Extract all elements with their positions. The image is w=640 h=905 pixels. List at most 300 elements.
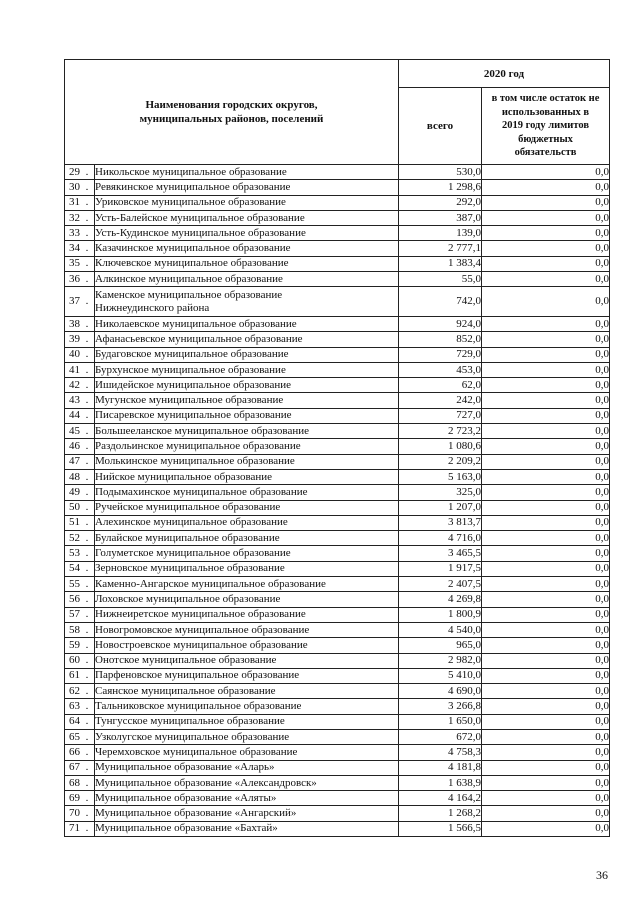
row-remainder: 0,0 [482, 485, 610, 500]
row-name [95, 454, 399, 469]
row-remainder: 0,0 [482, 729, 610, 744]
row-remainder: 0,0 [482, 469, 610, 484]
row-name-line: Каменно-Ангарское муниципальное образование [95, 577, 326, 590]
table-row [65, 699, 610, 714]
row-number: 33 . [65, 226, 95, 241]
row-number-value: 58 [69, 623, 80, 636]
row-total: 325,0 [399, 485, 482, 500]
row-total: 4 690,0 [399, 684, 482, 699]
row-number: 34 . [65, 241, 95, 256]
row-number: 31 . [65, 195, 95, 210]
row-remainder: 0,0 [482, 393, 610, 408]
row-remainder: 0,0 [482, 760, 610, 775]
table-row [65, 577, 610, 592]
row-name-line: Тунгусское муниципальное образование [95, 715, 285, 728]
row-remainder: 0,0 [482, 714, 610, 729]
row-total: 4 269,8 [399, 592, 482, 607]
table-row [65, 653, 610, 668]
table-row [65, 760, 610, 775]
row-number: 62 . [65, 684, 95, 699]
table-row [65, 241, 610, 256]
row-name [95, 668, 399, 683]
header-remainder-line: обязательств [514, 147, 577, 159]
row-number-value: 56 [69, 592, 80, 605]
row-remainder: 0,0 [482, 546, 610, 561]
row-total: 852,0 [399, 332, 482, 347]
row-name [95, 226, 399, 241]
row-total: 1 650,0 [399, 714, 482, 729]
table-row [65, 439, 610, 454]
row-number-value: 36 [69, 272, 80, 285]
row-total: 1 566,5 [399, 821, 482, 836]
row-number-value: 57 [69, 608, 80, 621]
row-total: 139,0 [399, 226, 482, 241]
row-name-line: Бурхунское муниципальное образование [95, 363, 286, 376]
row-name [95, 638, 399, 653]
row-name [95, 515, 399, 530]
row-remainder: 0,0 [482, 577, 610, 592]
table-row [65, 607, 610, 622]
row-number-value: 38 [69, 317, 80, 330]
row-name [95, 500, 399, 515]
row-total: 1 080,6 [399, 439, 482, 454]
row-name-line: Афанасьевское муниципальное образование [95, 332, 303, 345]
row-name-line: Узколугское муниципальное образование [95, 730, 290, 743]
row-name [95, 424, 399, 439]
table-row [65, 393, 610, 408]
row-remainder: 0,0 [482, 454, 610, 469]
row-number-value: 52 [69, 531, 80, 544]
row-number: 67 . [65, 760, 95, 775]
row-number-value: 69 [69, 791, 80, 804]
row-total: 4 758,3 [399, 745, 482, 760]
table-row [65, 714, 610, 729]
row-number-value: 64 [69, 715, 80, 728]
row-number: 47 . [65, 454, 95, 469]
row-number-value: 71 [69, 822, 80, 835]
row-name [95, 699, 399, 714]
row-name-line: Черемховское муниципальное образование [95, 745, 298, 758]
row-remainder: 0,0 [482, 195, 610, 210]
row-total: 2 777,1 [399, 241, 482, 256]
row-name [95, 165, 399, 180]
row-name [95, 332, 399, 347]
table-row [65, 775, 610, 790]
row-name-line: Тальниковское муниципальное образование [95, 700, 302, 713]
row-total: 5 163,0 [399, 469, 482, 484]
row-name [95, 316, 399, 331]
row-number-value: 31 [69, 196, 80, 209]
row-number: 39 . [65, 332, 95, 347]
table-row [65, 332, 610, 347]
row-number: 42 . [65, 378, 95, 393]
row-total: 530,0 [399, 165, 482, 180]
table-row [65, 378, 610, 393]
row-number-value: 49 [69, 485, 80, 498]
row-number-value: 48 [69, 470, 80, 483]
table-row [65, 256, 610, 271]
row-remainder: 0,0 [482, 439, 610, 454]
table-row [65, 622, 610, 637]
row-number-value: 33 [69, 226, 80, 239]
row-number-value: 43 [69, 394, 80, 407]
row-total: 727,0 [399, 408, 482, 423]
row-name-line: Новогромовское муниципальное образование [95, 623, 310, 636]
row-total: 4 181,8 [399, 760, 482, 775]
row-total: 1 207,0 [399, 500, 482, 515]
row-total: 3 465,5 [399, 546, 482, 561]
row-number: 38 . [65, 316, 95, 331]
row-name [95, 256, 399, 271]
row-number-value: 55 [69, 577, 80, 590]
table-row [65, 745, 610, 760]
row-total: 3 266,8 [399, 699, 482, 714]
row-number-value: 32 [69, 211, 80, 224]
header-remainder-line: в том числе остаток не [491, 93, 600, 105]
row-name-line: Николаевское муниципальное образование [95, 317, 297, 330]
row-total: 62,0 [399, 378, 482, 393]
table-row [65, 791, 610, 806]
header-remainder [482, 88, 610, 165]
row-remainder: 0,0 [482, 256, 610, 271]
table-row [65, 806, 610, 821]
row-number-value: 54 [69, 562, 80, 575]
row-number: 60 . [65, 653, 95, 668]
row-number: 69 . [65, 791, 95, 806]
row-name [95, 714, 399, 729]
row-name [95, 684, 399, 699]
row-number: 50 . [65, 500, 95, 515]
row-remainder: 0,0 [482, 592, 610, 607]
row-name-line: Нийское муниципальное образование [95, 470, 273, 483]
row-number-value: 45 [69, 424, 80, 437]
row-total: 387,0 [399, 210, 482, 225]
row-number-value: 30 [69, 180, 80, 193]
row-name [95, 729, 399, 744]
header-name-line: Наименования городских округов, [145, 99, 318, 111]
row-name [95, 607, 399, 622]
row-name [95, 347, 399, 362]
row-name-line: Мугунское муниципальное образование [95, 394, 284, 407]
row-name-line: Зерновское муниципальное образование [95, 562, 285, 575]
row-name [95, 287, 399, 317]
row-name-line: Муниципальное образование «Ангарский» [95, 807, 297, 820]
row-name-line: Молькинское муниципальное образование [95, 455, 295, 468]
row-remainder: 0,0 [482, 653, 610, 668]
row-number-value: 34 [69, 242, 80, 255]
row-name [95, 378, 399, 393]
row-name [95, 775, 399, 790]
row-total: 4 164,2 [399, 791, 482, 806]
row-name [95, 195, 399, 210]
row-name-line: Подымахинское муниципальное образование [95, 485, 308, 498]
row-name [95, 408, 399, 423]
table-row [65, 638, 610, 653]
row-name-line: Муниципальное образование «Бахтай» [95, 822, 278, 835]
row-name-line: Лоховское муниципальное образование [95, 592, 281, 605]
row-name [95, 469, 399, 484]
table-row [65, 316, 610, 331]
row-number: 36 . [65, 272, 95, 287]
row-name [95, 745, 399, 760]
row-number: 37 . [65, 287, 95, 317]
row-total: 292,0 [399, 195, 482, 210]
row-number: 43 . [65, 393, 95, 408]
row-total: 2 723,2 [399, 424, 482, 439]
row-name-line: Ревякинское муниципальное образование [95, 180, 291, 193]
row-total: 2 407,5 [399, 577, 482, 592]
row-number-value: 51 [69, 516, 80, 529]
row-remainder: 0,0 [482, 500, 610, 515]
row-number: 59 . [65, 638, 95, 653]
row-number-value: 60 [69, 654, 80, 667]
row-number: 48 . [65, 469, 95, 484]
row-name [95, 622, 399, 637]
row-remainder: 0,0 [482, 408, 610, 423]
row-remainder: 0,0 [482, 821, 610, 836]
row-name-line: Раздольинское муниципальное образование [95, 439, 301, 452]
row-total: 1 268,2 [399, 806, 482, 821]
table-row [65, 684, 610, 699]
row-name-line: Булайское муниципальное образование [95, 531, 280, 544]
row-name-line: Алехинское муниципальное образование [95, 516, 288, 529]
row-number-value: 47 [69, 455, 80, 468]
row-number: 66 . [65, 745, 95, 760]
row-name-line: Усть-Балейское муниципальное образование [95, 211, 305, 224]
row-number: 53 . [65, 546, 95, 561]
table-row [65, 165, 610, 180]
row-number: 70 . [65, 806, 95, 821]
row-remainder: 0,0 [482, 668, 610, 683]
row-total: 5 410,0 [399, 668, 482, 683]
row-name [95, 272, 399, 287]
row-number-value: 44 [69, 409, 80, 422]
row-number-value: 70 [69, 807, 80, 820]
table-row [65, 515, 610, 530]
row-number: 30 . [65, 180, 95, 195]
header-year: 2020 год [399, 60, 610, 88]
row-number: 49 . [65, 485, 95, 500]
row-total: 742,0 [399, 287, 482, 317]
row-total: 453,0 [399, 362, 482, 377]
row-remainder: 0,0 [482, 531, 610, 546]
row-remainder: 0,0 [482, 515, 610, 530]
row-remainder: 0,0 [482, 347, 610, 362]
row-number-value: 62 [69, 684, 80, 697]
table-row [65, 546, 610, 561]
row-total: 4 716,0 [399, 531, 482, 546]
table-row [65, 500, 610, 515]
row-number-value: 67 [69, 761, 80, 774]
table-row [65, 424, 610, 439]
row-name-line: Казачинское муниципальное образование [95, 242, 291, 255]
row-number: 40 . [65, 347, 95, 362]
row-number-value: 50 [69, 501, 80, 514]
row-number-value: 42 [69, 378, 80, 391]
row-number: 58 . [65, 622, 95, 637]
row-number: 51 . [65, 515, 95, 530]
row-name [95, 760, 399, 775]
row-remainder: 0,0 [482, 638, 610, 653]
row-name-line: Нижнеиретское муниципальное образование [95, 608, 306, 621]
table-row [65, 729, 610, 744]
table-row [65, 180, 610, 195]
row-remainder: 0,0 [482, 806, 610, 821]
row-name-line: Усть-Кудинское муниципальное образование [95, 226, 306, 239]
row-name [95, 531, 399, 546]
row-total: 672,0 [399, 729, 482, 744]
row-name-line: Писаревское муниципальное образование [95, 409, 292, 422]
row-number-value: 41 [69, 363, 80, 376]
table-row [65, 272, 610, 287]
row-remainder: 0,0 [482, 272, 610, 287]
row-name-line: Нижнеудинского района [95, 301, 210, 314]
row-number: 35 . [65, 256, 95, 271]
table-row [65, 469, 610, 484]
row-number-value: 59 [69, 638, 80, 651]
row-number: 64 . [65, 714, 95, 729]
row-name-line: Каменское муниципальное образование [95, 288, 283, 301]
row-number: 41 . [65, 362, 95, 377]
table-row [65, 362, 610, 377]
header-remainder-line: бюджетных [518, 133, 573, 145]
row-total: 2 209,2 [399, 454, 482, 469]
row-total: 4 540,0 [399, 622, 482, 637]
row-number: 71 . [65, 821, 95, 836]
row-number: 52 . [65, 531, 95, 546]
row-name [95, 439, 399, 454]
row-remainder: 0,0 [482, 287, 610, 317]
row-number-value: 63 [69, 700, 80, 713]
row-name-line: Голуметское муниципальное образование [95, 547, 291, 560]
row-number-value: 29 [69, 165, 80, 178]
row-number: 54 . [65, 561, 95, 576]
row-number: 46 . [65, 439, 95, 454]
row-total: 965,0 [399, 638, 482, 653]
row-number: 44 . [65, 408, 95, 423]
row-name-line: Уриковское муниципальное образование [95, 196, 286, 209]
row-name-line: Муниципальное образование «Аляты» [95, 791, 277, 804]
page-number: 36 [596, 868, 608, 882]
row-name-line: Муниципальное образование «Александровск» [95, 776, 317, 789]
row-remainder: 0,0 [482, 622, 610, 637]
row-name-line: Никольское муниципальное образование [95, 165, 287, 178]
row-number: 65 . [65, 729, 95, 744]
row-name-line: Будаговское муниципальное образование [95, 348, 289, 361]
row-name [95, 791, 399, 806]
row-remainder: 0,0 [482, 791, 610, 806]
row-name [95, 210, 399, 225]
row-number: 45 . [65, 424, 95, 439]
row-name [95, 806, 399, 821]
row-remainder: 0,0 [482, 226, 610, 241]
row-total: 242,0 [399, 393, 482, 408]
row-name-line: Муниципальное образование «Аларь» [95, 761, 275, 774]
row-remainder: 0,0 [482, 775, 610, 790]
row-remainder: 0,0 [482, 745, 610, 760]
table-row [65, 668, 610, 683]
row-name-line: Парфеновское муниципальное образование [95, 669, 300, 682]
row-name [95, 592, 399, 607]
row-name [95, 393, 399, 408]
table-row [65, 485, 610, 500]
table-row [65, 592, 610, 607]
row-name-line: Саянское муниципальное образование [95, 684, 276, 697]
row-remainder: 0,0 [482, 607, 610, 622]
row-remainder: 0,0 [482, 362, 610, 377]
row-number: 29 . [65, 165, 95, 180]
header-total: всего [399, 88, 482, 165]
table-row [65, 347, 610, 362]
row-name [95, 653, 399, 668]
row-remainder: 0,0 [482, 241, 610, 256]
row-name-line: Алкинское муниципальное образование [95, 272, 283, 285]
row-remainder: 0,0 [482, 316, 610, 331]
table-row [65, 561, 610, 576]
row-remainder: 0,0 [482, 424, 610, 439]
row-name-line: Большееланское муниципальное образование [95, 424, 309, 437]
row-number-value: 35 [69, 257, 80, 270]
row-name-line: Ручейское муниципальное образование [95, 501, 281, 514]
row-name [95, 180, 399, 195]
row-number-value: 66 [69, 745, 80, 758]
row-total: 1 800,9 [399, 607, 482, 622]
row-total: 1 638,9 [399, 775, 482, 790]
row-total: 1 298,6 [399, 180, 482, 195]
row-number: 63 . [65, 699, 95, 714]
row-name-line: Ключевское муниципальное образование [95, 257, 289, 270]
row-name [95, 546, 399, 561]
row-number: 61 . [65, 668, 95, 683]
table-row [65, 454, 610, 469]
row-number-value: 46 [69, 439, 80, 452]
row-remainder: 0,0 [482, 210, 610, 225]
row-total: 2 982,0 [399, 653, 482, 668]
row-total: 1 383,4 [399, 256, 482, 271]
row-remainder: 0,0 [482, 684, 610, 699]
row-name [95, 577, 399, 592]
budget-table [64, 59, 610, 837]
row-name [95, 362, 399, 377]
header-remainder-line: 2019 году лимитов [501, 120, 590, 132]
row-name-line: Онотское муниципальное образование [95, 654, 277, 667]
row-number: 32 . [65, 210, 95, 225]
table-row [65, 531, 610, 546]
row-name [95, 561, 399, 576]
table-row [65, 195, 610, 210]
row-total: 924,0 [399, 316, 482, 331]
row-total: 55,0 [399, 272, 482, 287]
row-number-value: 53 [69, 547, 80, 560]
row-remainder: 0,0 [482, 165, 610, 180]
table-row [65, 226, 610, 241]
row-number-value: 61 [69, 669, 80, 682]
row-number: 57 . [65, 607, 95, 622]
row-remainder: 0,0 [482, 699, 610, 714]
row-number-value: 37 [69, 295, 80, 308]
row-name-line: Ишидейское муниципальное образование [95, 378, 291, 391]
row-number: 56 . [65, 592, 95, 607]
header-name-column [65, 60, 399, 165]
row-number: 68 . [65, 775, 95, 790]
row-name [95, 241, 399, 256]
row-remainder: 0,0 [482, 180, 610, 195]
row-number: 55 . [65, 577, 95, 592]
row-name [95, 821, 399, 836]
table-body [65, 165, 610, 837]
row-total: 729,0 [399, 347, 482, 362]
table-row [65, 210, 610, 225]
